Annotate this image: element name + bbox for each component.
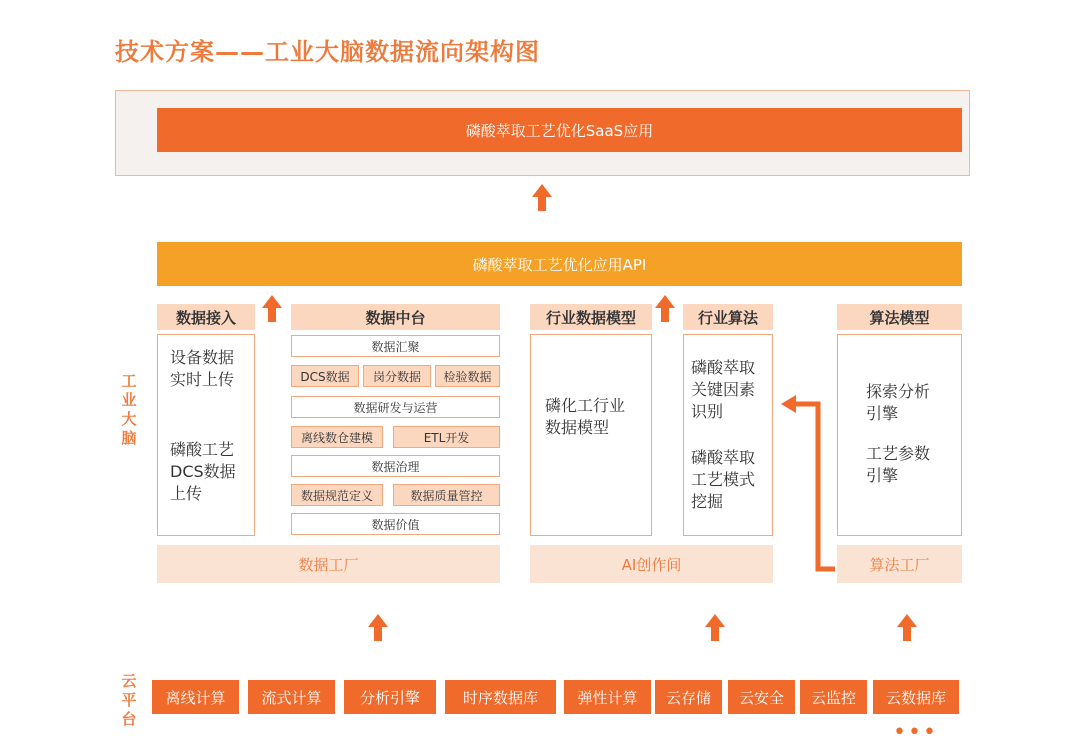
cloud-service-item: 分析引擎 [344, 680, 436, 714]
cloud-service-item: 云监控 [800, 680, 867, 714]
arrow-up-icon [897, 614, 917, 641]
data-access-text: DCS数据 [170, 462, 236, 481]
industry-model-text: 数据模型 [545, 418, 610, 437]
row-shift-data: 岗分数据 [363, 365, 431, 387]
arrow-up-icon [655, 295, 675, 322]
data-access-text: 设备数据 [170, 348, 235, 367]
row-data-rnd: 数据研发与运营 [291, 396, 500, 418]
header-data-access: 数据接入 [157, 304, 255, 330]
algo-model-text: 工艺参数 [866, 444, 931, 463]
row-data-aggregate: 数据汇聚 [291, 335, 500, 357]
data-access-text: 磷酸工艺 [170, 440, 235, 459]
arrow-up-icon [368, 614, 388, 641]
row-offline-model: 离线数仓建模 [291, 426, 383, 448]
arrow-up-icon [262, 295, 282, 322]
data-factory-bar: 数据工厂 [157, 545, 500, 583]
layer-label-industrial-brain: 工业大脑 [121, 372, 137, 447]
cloud-service-item: 云数据库 [873, 680, 959, 714]
panel-industry-algo [683, 334, 773, 536]
cloud-service-item: 时序数据库 [445, 680, 556, 714]
more-dots: ••• [893, 720, 938, 745]
layer-label-cloud-platform: 云平台 [121, 672, 137, 728]
row-etl: ETL开发 [393, 426, 500, 448]
panel-data-access [157, 334, 255, 536]
data-access-text: 实时上传 [170, 370, 235, 389]
industry-model-text: 磷化工行业 [545, 396, 626, 415]
arrow-up-icon [532, 184, 552, 211]
data-access-text: 上传 [170, 484, 203, 503]
cloud-service-item: 流式计算 [248, 680, 335, 714]
industry-algo-text: 磷酸萃取 [691, 448, 756, 467]
header-algo-model: 算法模型 [837, 304, 962, 330]
industry-algo-text: 磷酸萃取 [691, 358, 756, 377]
industry-algo-text: 工艺模式 [691, 470, 756, 489]
cloud-service-item: 弹性计算 [564, 680, 651, 714]
header-industry-model: 行业数据模型 [530, 304, 652, 330]
industry-algo-text: 关键因素 [691, 380, 756, 399]
arrow-up-icon [705, 614, 725, 641]
ai-studio-bar: AI创作间 [530, 545, 773, 583]
panel-industry-model [530, 334, 652, 536]
saas-app-bar: 磷酸萃取工艺优化SaaS应用 [157, 108, 962, 152]
row-quality: 数据质量管控 [393, 484, 500, 506]
cloud-service-item: 云存储 [655, 680, 722, 714]
page-title: 技术方案——工业大脑数据流向架构图 [115, 38, 540, 66]
api-bar: 磷酸萃取工艺优化应用API [157, 242, 962, 286]
row-norm: 数据规范定义 [291, 484, 383, 506]
algo-model-text: 探索分析 [866, 382, 931, 401]
header-industry-algo: 行业算法 [683, 304, 773, 330]
row-governance: 数据治理 [291, 455, 500, 477]
industry-algo-text: 识别 [691, 402, 724, 421]
algo-factory-bar: 算法工厂 [837, 545, 962, 583]
header-data-middle: 数据中台 [291, 304, 500, 330]
algo-model-text: 引擎 [866, 466, 899, 485]
algo-model-text: 引擎 [866, 404, 899, 423]
elbow-arrow-icon [781, 395, 835, 569]
panel-algo-model [837, 334, 962, 536]
industry-algo-text: 挖掘 [691, 492, 724, 511]
row-dcs-data: DCS数据 [291, 365, 359, 387]
row-data-value: 数据价值 [291, 513, 500, 535]
cloud-service-item: 云安全 [728, 680, 795, 714]
cloud-service-item: 离线计算 [152, 680, 239, 714]
row-inspect-data: 检验数据 [435, 365, 500, 387]
